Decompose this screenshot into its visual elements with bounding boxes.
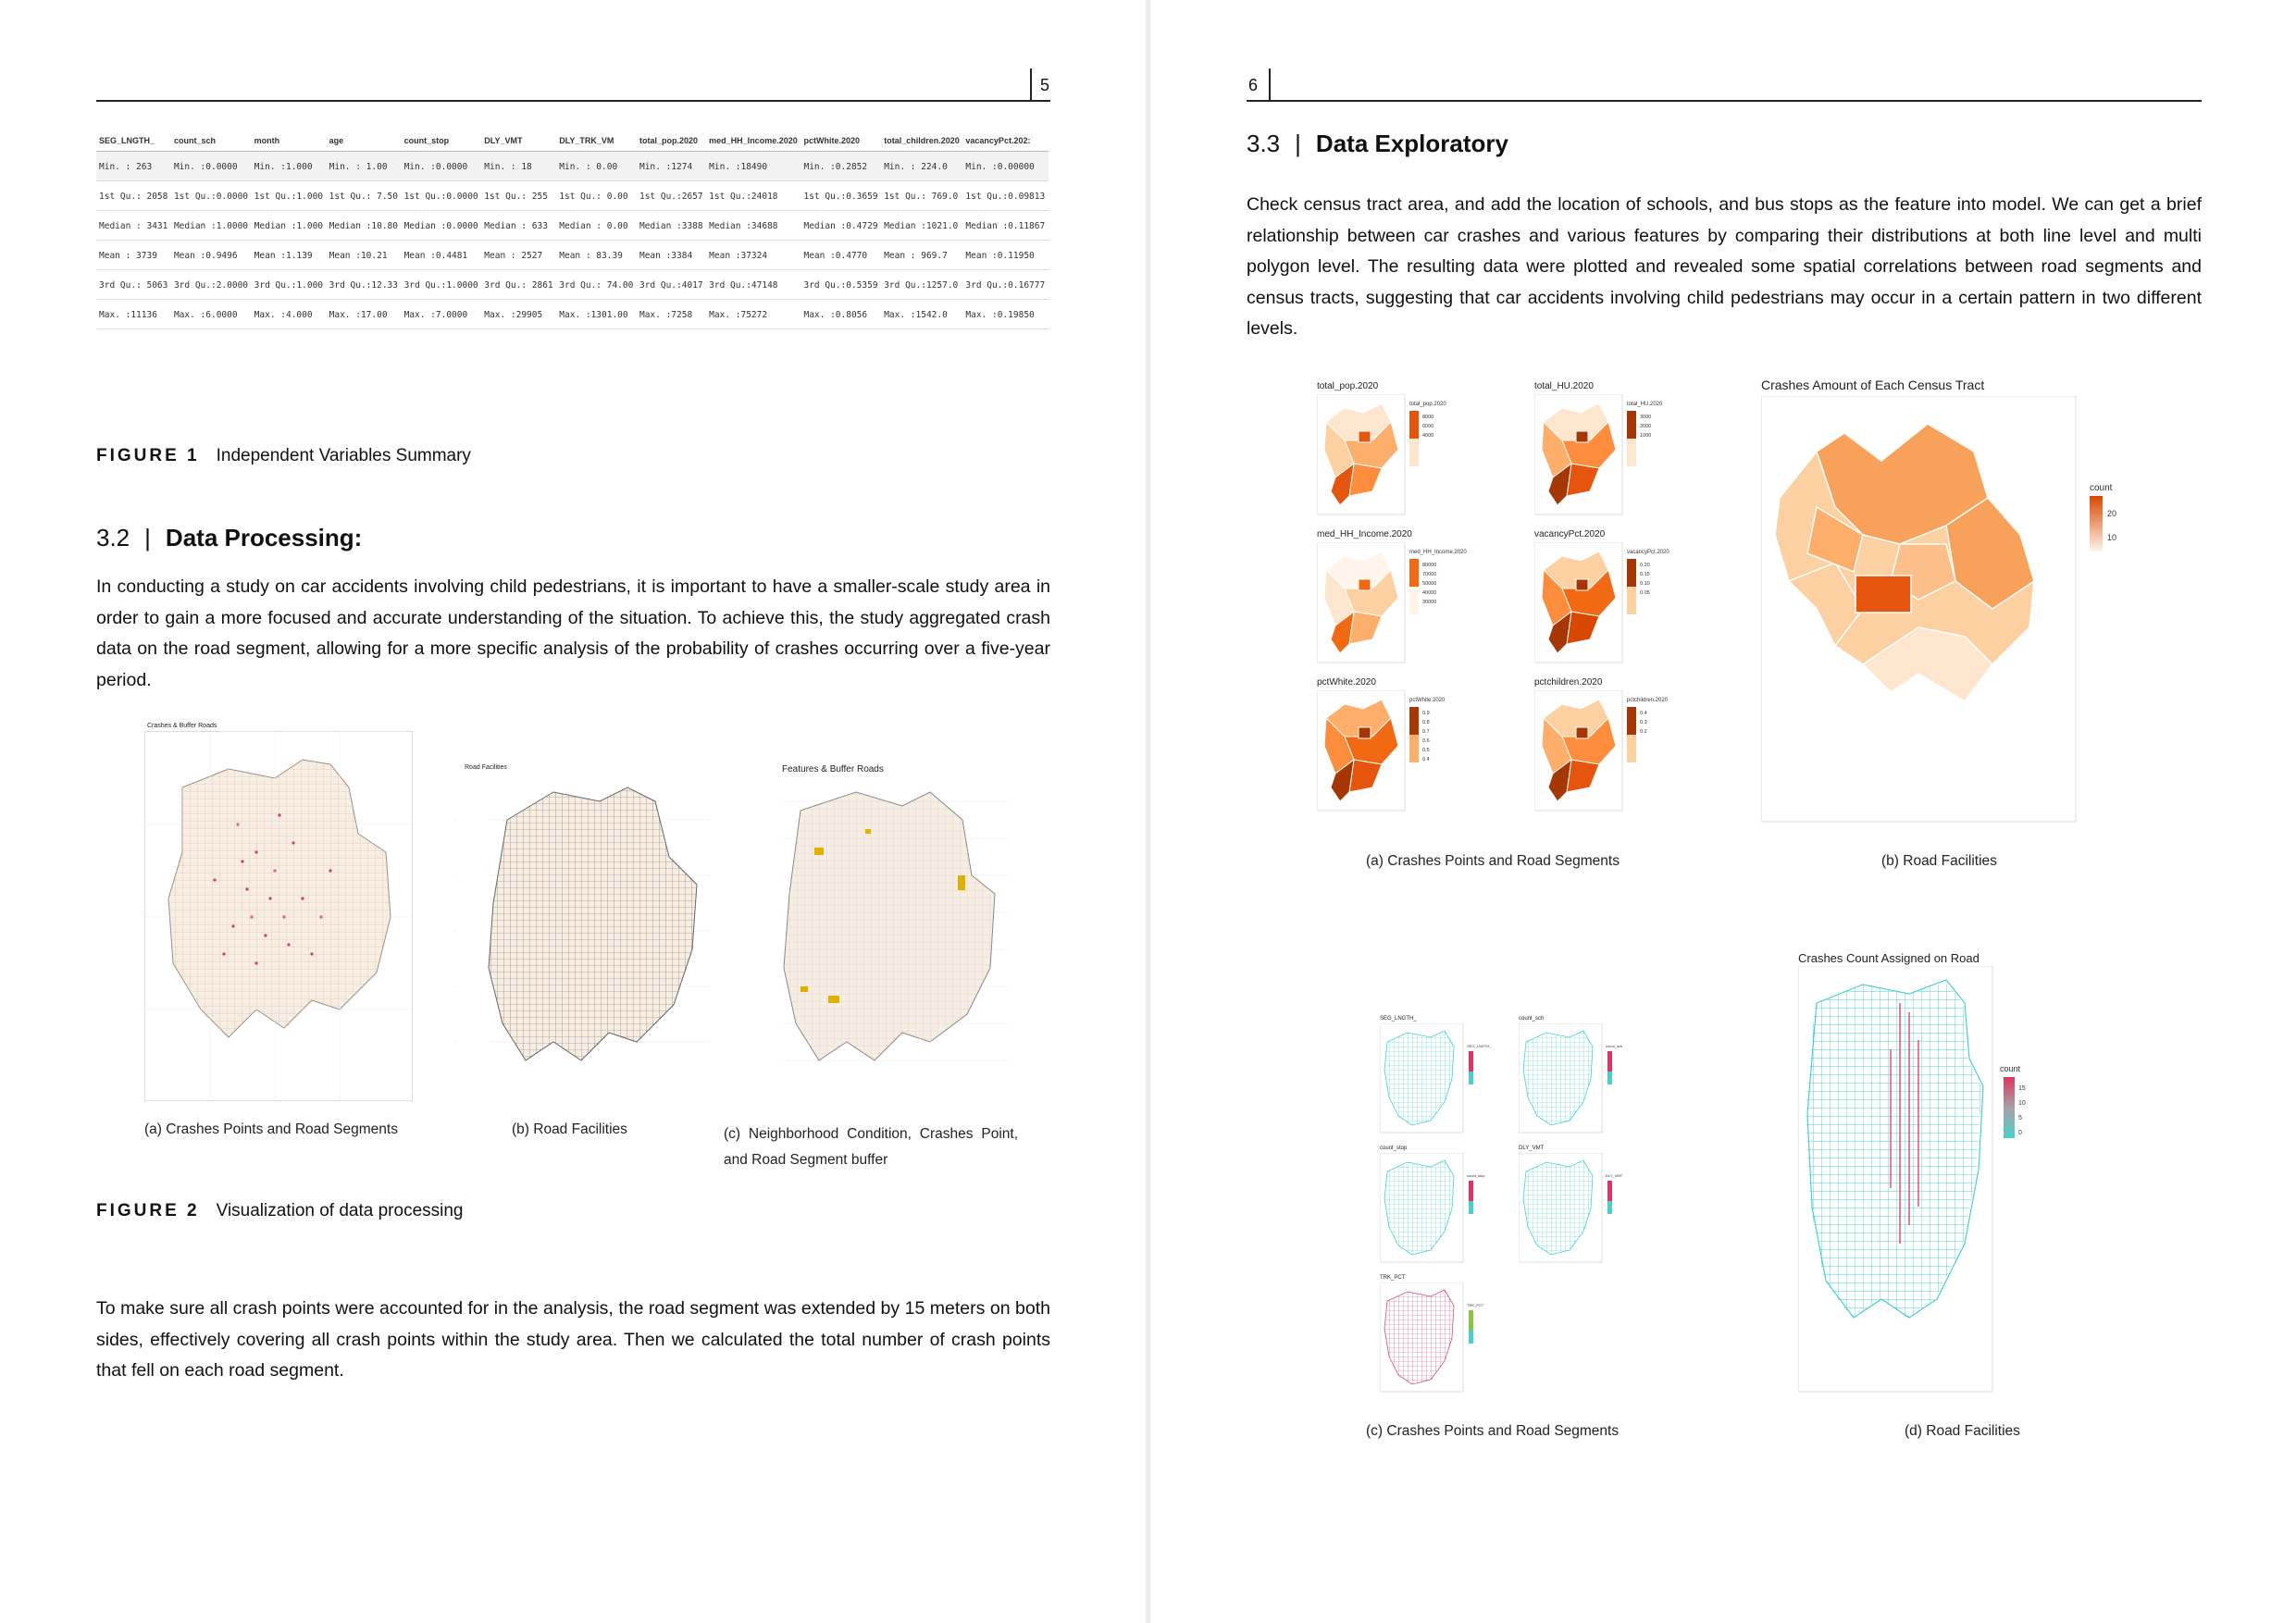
choropleth-svg [1317, 394, 1530, 524]
table-cell: Max. :29905 [484, 310, 543, 320]
table-cell: Min. :0.00000 [962, 152, 1049, 181]
table-header-cell: pctWhite.2020 [800, 130, 881, 152]
table-cell: Min. :1274 [637, 152, 706, 181]
legend-title: count_sch [1606, 1044, 1623, 1048]
svg-text:·: · [455, 818, 457, 824]
legend-value: 8000 [1422, 415, 1434, 420]
table-cell: 1st Qu.:0.3659 [803, 192, 878, 202]
choropleth-map [1317, 529, 1530, 673]
map-title: count_sch [1519, 1016, 1545, 1022]
table-header-cell: DLY_TRK_VM [556, 130, 637, 152]
table-cell: Max. :1301.00 [559, 310, 628, 320]
table-cell: Min. : 263 [96, 152, 171, 181]
paragraph: In conducting a study on car accidents involving child pedestrians, it is important to have a smaller-scale study area in order to gain a more focused and accurate understanding of the situation. To achieve this, the study aggregated crash data on the road segment, allowing for a more specific analysis of the probability of crashes occurring over a five-year period. [96, 576, 1050, 690]
table-cell: Min. :18490 [706, 152, 800, 181]
table-cell: 1st Qu.:24018 [709, 192, 778, 202]
table-cell: Mean :1.139 [254, 251, 313, 261]
legend-value: 0.20 [1640, 563, 1650, 568]
section-number: 3.3 [1247, 130, 1281, 157]
section-title: Data Processing: [165, 524, 363, 551]
legend-title: pctchildren.2020 [1627, 698, 1669, 703]
table-cell: 3rd Qu.:1.0000 [403, 280, 478, 291]
subfigure-caption-c: (c) Crashes Points and Road Segments [1366, 1423, 1620, 1439]
table-cell: Mean :0.11950 [965, 251, 1035, 261]
legend-title: total_pop.2020 [1409, 402, 1446, 407]
page-number: 6 [1248, 76, 1259, 94]
map-title: pctWhite.2020 [1317, 677, 1376, 688]
road-crash-count-map [1798, 951, 2168, 1405]
legend-value: 30000 [1422, 600, 1437, 605]
svg-text:·: · [455, 929, 457, 935]
table-cell: 3rd Qu.:1.000 [254, 280, 324, 291]
subfigure-caption-c: (c) Neighborhood Condition, Crashes Point, and Road Segment buffer [724, 1126, 1018, 1168]
legend-value: 0.4 [1422, 757, 1430, 762]
crashes-map-svg [145, 732, 412, 1100]
choropleth-map [1534, 529, 1747, 673]
table-cell: Median :1.0000 [173, 221, 249, 231]
road-feature-map [1380, 1146, 1514, 1270]
table-header-cell: age [327, 130, 402, 152]
table-cell: 3rd Qu.:0.5359 [803, 280, 878, 291]
choropleth-grid [1317, 381, 1687, 835]
table-cell: Max. :17.00 [329, 310, 388, 320]
tract-map-svg [1761, 396, 2131, 831]
choropleth-map [1534, 381, 1747, 525]
table-header-cell: count_sch [171, 130, 252, 152]
table-cell: Mean : 83.39 [559, 251, 623, 261]
figure-1-caption [96, 446, 471, 466]
svg-text:·: · [455, 873, 457, 879]
legend-value: 0.4 [1640, 711, 1647, 716]
legend-value: 6000 [1422, 424, 1434, 429]
map-title: pctchildren.2020 [1534, 677, 1603, 688]
legend-value: 0 [2018, 1130, 2022, 1136]
road-feature-svg [1519, 1153, 1653, 1269]
legend-value: 15 [2018, 1085, 2026, 1092]
legend-title: TRK_PCT [1467, 1303, 1484, 1307]
legend-title: pctWhite.2020 [1409, 698, 1446, 703]
table-header-cell: SEG_LNGTH_ [96, 130, 171, 152]
table-cell: Mean :37324 [709, 251, 768, 261]
table-cell: Min. :0.0000 [402, 152, 482, 181]
table-cell: Mean :0.4770 [803, 251, 868, 261]
legend-value: 0.10 [1640, 581, 1650, 587]
road-facilities-figure [452, 764, 711, 1107]
legend-value: 3000 [1640, 415, 1652, 420]
map-title: DLY_VMT [1519, 1146, 1545, 1151]
map-title: med_HH_Income.2020 [1317, 529, 1412, 539]
table-cell: 3rd Qu.: 5063 [99, 280, 168, 291]
table-cell: 1st Qu.:2657 [639, 192, 703, 202]
table-cell: Median :0.11867 [965, 221, 1046, 231]
subfigure-caption-a: (a) Crashes Points and Road Segments [1366, 853, 1620, 869]
table-cell: Median :1021.0 [884, 221, 959, 231]
legend-title: vacancyPct.2020 [1627, 550, 1669, 555]
table-cell: Min. : 224.0 [881, 152, 962, 181]
table-header-cell: count_stop [402, 130, 482, 152]
left-page [0, 0, 1146, 1623]
table-cell: Min. : 1.00 [327, 152, 402, 181]
table-cell: Max. :7258 [639, 310, 693, 320]
choropleth-svg [1317, 690, 1530, 820]
table-cell: Median :0.0000 [403, 221, 478, 231]
table-row [96, 181, 1049, 211]
table-cell: Median :10.80 [329, 221, 398, 231]
choropleth-map [1317, 381, 1530, 525]
legend-title: med_HH_Income.2020 [1409, 550, 1467, 555]
header-divider [1269, 68, 1271, 100]
legend-value: 80000 [1422, 563, 1437, 568]
legend-value: 0.6 [1422, 738, 1430, 744]
map-title: total_HU.2020 [1534, 381, 1594, 391]
map-title: total_pop.2020 [1317, 381, 1379, 391]
road-feature-map [1519, 1146, 1653, 1270]
table-cell: Max. :7.0000 [403, 310, 468, 320]
table-cell: Mean :10.21 [329, 251, 388, 261]
choropleth-svg [1534, 690, 1747, 820]
choropleth-map [1534, 677, 1747, 821]
table-cell: Median :3388 [639, 221, 703, 231]
table-header-cell: total_pop.2020 [637, 130, 706, 152]
table-cell: Min. : 18 [481, 152, 556, 181]
road-feature-grid [1380, 1016, 1694, 1397]
legend-value: 70000 [1422, 572, 1437, 577]
legend-value: 1000 [1640, 433, 1652, 439]
table-header-cell: month [252, 130, 327, 152]
figure-2-caption [96, 1201, 464, 1221]
table-cell: 1st Qu.: 769.0 [884, 192, 959, 202]
road-feature-svg [1380, 1023, 1514, 1139]
table-header-cell: DLY_VMT [481, 130, 556, 152]
table-cell: Mean :0.9496 [173, 251, 238, 261]
table-cell: 3rd Qu.:47148 [709, 280, 778, 291]
road-feature-svg [1380, 1153, 1514, 1269]
table-cell: 3rd Qu.: 74.00 [559, 280, 634, 291]
choropleth-svg [1534, 542, 1747, 672]
section-separator: | [144, 524, 151, 551]
road-feature-map [1380, 1275, 1514, 1400]
header-divider [1030, 68, 1032, 100]
table-header-cell: vacancyPct.202: [962, 130, 1049, 152]
table-cell: Min. :0.2852 [800, 152, 881, 181]
legend-value: 2000 [1640, 424, 1652, 429]
table-row [96, 211, 1049, 241]
legend-value: 0.05 [1640, 590, 1650, 596]
features-buffer-svg [745, 764, 1009, 1107]
table-header-row [96, 130, 1049, 152]
table-cell: Mean :3384 [639, 251, 693, 261]
table-cell: 1st Qu.: 255 [484, 192, 548, 202]
section-number: 3.2 [96, 524, 130, 551]
table-cell: 1st Qu.:0.09813 [965, 192, 1046, 202]
features-buffer-figure [745, 764, 1009, 1107]
section-separator: | [1295, 130, 1301, 157]
map-title: Crashes Amount of Each Census Tract [1761, 378, 1985, 392]
legend-value: 5 [2018, 1115, 2022, 1121]
choropleth-svg [1534, 394, 1747, 524]
legend-value: 10 [2107, 533, 2117, 542]
table-cell: Mean : 2527 [484, 251, 543, 261]
svg-text:·: · [455, 1040, 457, 1046]
legend-value: 40000 [1422, 590, 1437, 596]
variables-summary-table [96, 130, 1049, 329]
table-cell: Mean : 3739 [99, 251, 157, 261]
table-row [96, 152, 1049, 181]
subfigure-caption-d: (d) Road Facilities [1905, 1423, 2020, 1439]
table-cell: 1st Qu.: 7.50 [329, 192, 398, 202]
legend-value: 10 [2018, 1100, 2026, 1107]
table-cell: 1st Qu.:1.000 [254, 192, 324, 202]
figure-label: FIGURE 2 [96, 1201, 200, 1220]
table-cell: 1st Qu.: 0.00 [559, 192, 628, 202]
crashes-map-figure [144, 723, 413, 1101]
census-tract-crash-map [1761, 370, 2131, 824]
road-feature-svg [1519, 1023, 1653, 1139]
choropleth-svg [1317, 542, 1530, 672]
table-cell: Min. :0.0000 [171, 152, 252, 181]
legend-title: count_stop [1467, 1173, 1485, 1178]
table-row [96, 300, 1049, 329]
figure-title: Road Facilities [465, 764, 507, 771]
table-row [96, 241, 1049, 270]
table-cell: Mean : 969.7 [884, 251, 948, 261]
table-cell: Min. : 0.00 [556, 152, 637, 181]
table-cell: Median : 633 [484, 221, 548, 231]
choropleth-map [1317, 677, 1530, 821]
page-number: 5 [1040, 76, 1050, 94]
legend-value: 0.8 [1422, 720, 1430, 725]
legend-colorbar [2090, 496, 2103, 551]
legend-value: 0.3 [1640, 720, 1647, 725]
legend-value: 0.9 [1422, 711, 1430, 716]
table-cell: Max. :0.8056 [803, 310, 868, 320]
svg-text:·: · [455, 985, 457, 990]
figure-caption-text: Independent Variables Summary [216, 446, 471, 465]
legend-title: count [2090, 483, 2113, 493]
table-cell: 3rd Qu.:0.16777 [965, 280, 1046, 291]
figure-label: FIGURE 1 [96, 446, 200, 465]
table-cell: Max. :6.0000 [173, 310, 238, 320]
page-header-rule [1247, 67, 2202, 102]
legend-value: 0.2 [1640, 729, 1647, 735]
road-feature-map [1380, 1016, 1514, 1141]
table-header-cell: total_children.2020 [881, 130, 962, 152]
table-cell: 3rd Qu.:2.0000 [173, 280, 249, 291]
legend-title: SEG_LNGTH_ [1467, 1044, 1492, 1048]
legend-title: DLY_VMT [1606, 1173, 1623, 1178]
legend-value: 0.7 [1422, 729, 1430, 735]
page-header-rule [96, 67, 1050, 102]
legend-value: 4000 [1422, 433, 1434, 439]
map-title: TRK_PCT [1380, 1275, 1406, 1281]
table-cell: 3rd Qu.:1257.0 [884, 280, 959, 291]
legend-value: 0.5 [1422, 748, 1430, 753]
subfigure-caption-b: (b) Road Facilities [512, 1121, 627, 1137]
figure-caption-text: Visualization of data processing [216, 1201, 464, 1220]
table-cell: 1st Qu.:0.0000 [403, 192, 478, 202]
map-title: count_stop [1380, 1146, 1408, 1151]
road-feature-map [1519, 1016, 1653, 1141]
right-page [1150, 0, 2296, 1623]
table-cell: Max. :4.000 [254, 310, 313, 320]
map-title: vacancyPct.2020 [1534, 529, 1606, 539]
table-cell: Max. :0.19850 [965, 310, 1035, 320]
legend-value: 20 [2107, 509, 2117, 518]
figure-title: Crashes & Buffer Roads [147, 723, 217, 729]
table-cell: Median : 3431 [99, 221, 168, 231]
table-cell: Max. :1542.0 [884, 310, 948, 320]
legend-value: 50000 [1422, 581, 1437, 587]
paragraph: Check census tract area, and add the location of schools, and bus stops as the feature into model. We can get a brief relationship between car crashes and various features by comparing their distributions at both line level and multi polygon level. The resulting data were plotted and revealed some spatial correlations between road segments and census tracts, suggesting that car accidents involving child pedestrians may occur in a certain pattern in two different levels. [1247, 194, 2202, 339]
table-cell: Median : 0.00 [559, 221, 628, 231]
paragraph: To make sure all crash points were accounted for in the analysis, the road segment was extended by 15 meters on both sides, effectively covering all crash points within the study area. Then we calculated the total number of crash points that fell on each road segment. [96, 1298, 1050, 1381]
table-header-cell: med_HH_Income.2020 [706, 130, 800, 152]
table-cell: Mean :0.4481 [403, 251, 468, 261]
table-cell: Min. :1.000 [252, 152, 327, 181]
table-cell: 3rd Qu.:12.33 [329, 280, 398, 291]
map-title: SEG_LNGTH_ [1380, 1016, 1417, 1022]
legend-title: count [2000, 1064, 2021, 1073]
table-cell: 1st Qu.:0.0000 [173, 192, 249, 202]
road-feature-svg [1380, 1282, 1514, 1398]
table-row [96, 270, 1049, 300]
legend-value: 0.15 [1640, 572, 1650, 577]
map-title: Crashes Count Assigned on Road [1798, 951, 1980, 965]
table-cell: Median :34688 [709, 221, 778, 231]
table-cell: Median :1.000 [254, 221, 324, 231]
legend-colorbar [2004, 1077, 2015, 1138]
table-cell: 3rd Qu.:4017 [639, 280, 703, 291]
section-title: Data Exploratory [1315, 130, 1508, 157]
table-cell: Max. :11136 [99, 310, 157, 320]
road-count-svg [1798, 966, 2168, 1406]
legend-title: total_HU.2020 [1627, 402, 1663, 407]
table-cell: Max. :75272 [709, 310, 768, 320]
figure-title: Features & Buffer Roads [782, 764, 884, 774]
section-heading [1247, 130, 1508, 158]
road-count-legend [2000, 1064, 2026, 1138]
table-cell: Median :0.4729 [803, 221, 878, 231]
subfigure-caption-a: (a) Crashes Points and Road Segments [144, 1121, 398, 1137]
section-heading [96, 524, 362, 552]
road-facilities-svg [452, 764, 711, 1107]
subfigure-caption-b: (b) Road Facilities [1881, 853, 1997, 869]
table-cell: 3rd Qu.: 2861 [484, 280, 553, 291]
table-cell: 1st Qu.: 2058 [99, 192, 168, 202]
tract-legend [2090, 483, 2116, 551]
